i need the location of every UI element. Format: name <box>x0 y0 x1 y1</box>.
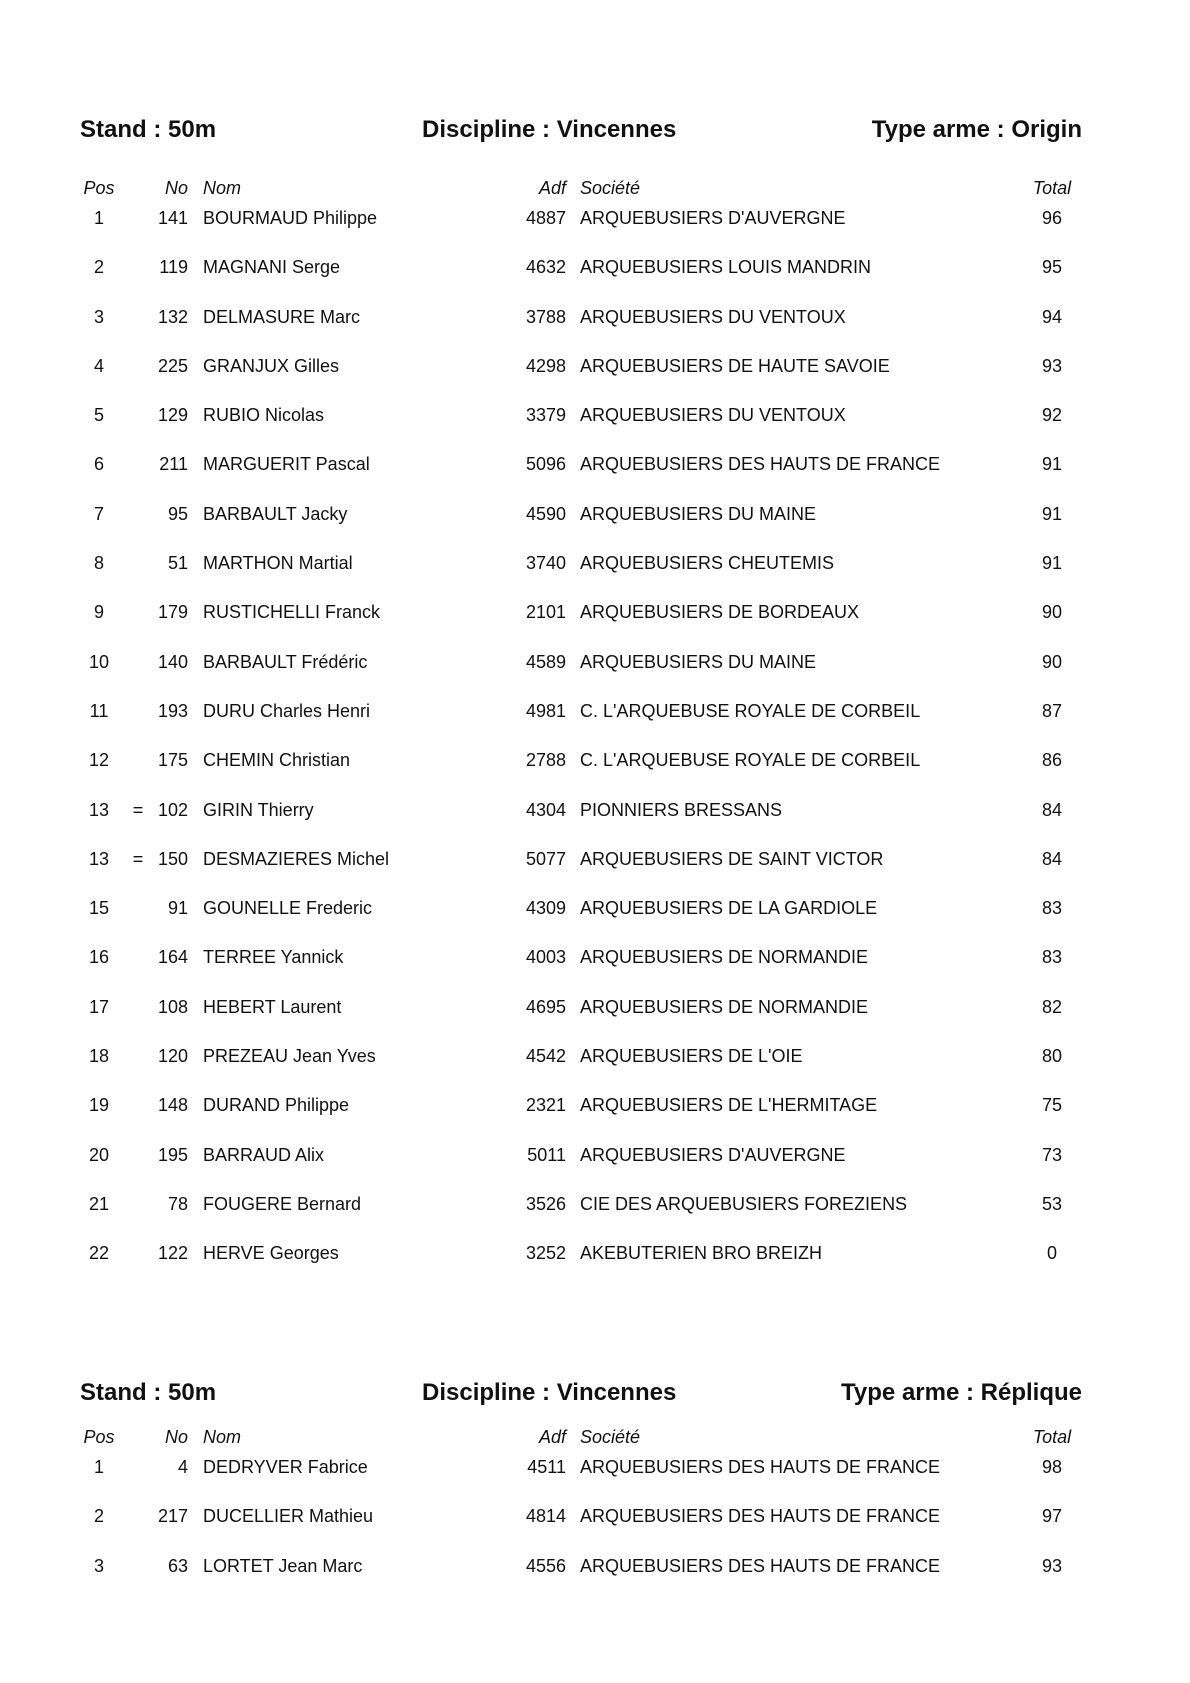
row-total: 93 <box>1041 1555 1063 1576</box>
column-header-pos: Pos <box>83 178 115 198</box>
row-name: FOUGERE Bernard <box>203 1193 362 1214</box>
row-pos: 11 <box>89 700 109 721</box>
row-name: GOUNELLE Frederic <box>203 898 373 919</box>
row-adf: 4632 <box>525 257 566 278</box>
row-number: 108 <box>157 996 188 1017</box>
row-societe: ARQUEBUSIERS CHEUTEMIS <box>580 553 835 574</box>
column-header-adf: Adf <box>538 1427 566 1447</box>
stand-title: Stand : 50m <box>80 1379 217 1406</box>
table-row <box>0 1242 1190 1291</box>
row-total: 73 <box>1041 1144 1063 1165</box>
column-header-societe: Société <box>580 1427 641 1447</box>
table-row <box>0 996 1190 1045</box>
row-societe: ARQUEBUSIERS DE HAUTE SAVOIE <box>580 355 890 376</box>
stand-title: Stand : 50m <box>80 116 217 143</box>
row-number: 102 <box>157 799 188 820</box>
row-pos: 1 <box>93 1457 104 1477</box>
row-adf: 4589 <box>525 651 566 672</box>
row-pos: 9 <box>93 602 104 623</box>
weapon-type-title: Type arme : Réplique <box>841 1379 1082 1406</box>
row-total: 93 <box>1041 355 1063 376</box>
row-name: MAGNANI Serge <box>203 257 341 278</box>
row-pos: 12 <box>88 750 110 771</box>
row-name: BARRAUD Alix <box>203 1144 325 1165</box>
row-number: 91 <box>167 898 188 919</box>
row-name: BOURMAUD Philippe <box>203 208 378 228</box>
row-total: 94 <box>1041 306 1063 327</box>
row-number: 122 <box>157 1243 188 1264</box>
table-row <box>0 503 1190 552</box>
row-adf: 4309 <box>525 898 566 919</box>
row-number: 193 <box>157 700 188 721</box>
row-number: 164 <box>157 947 188 968</box>
table-row <box>0 1045 1190 1094</box>
table-row <box>0 355 1190 404</box>
row-pos: 8 <box>93 553 104 574</box>
row-name: RUSTICHELLI Franck <box>203 602 381 623</box>
results-section-origin <box>0 115 1190 1292</box>
row-adf: 5011 <box>527 1144 566 1165</box>
row-pos: 3 <box>93 306 104 327</box>
row-number: 95 <box>167 503 188 524</box>
row-name: RUBIO Nicolas <box>203 405 325 426</box>
row-name: GRANJUX Gilles <box>203 355 340 376</box>
row-total: 91 <box>1041 454 1063 475</box>
weapon-type-title: Type arme : Origin <box>871 116 1082 143</box>
table-row <box>0 552 1190 601</box>
row-number: 175 <box>157 750 188 771</box>
row-adf: 4814 <box>525 1506 566 1527</box>
row-adf: 3740 <box>525 553 566 574</box>
row-adf: 5096 <box>525 454 566 475</box>
row-tie-marker: = <box>132 848 144 869</box>
column-header-no: No <box>164 1427 188 1447</box>
table-row <box>0 1193 1190 1242</box>
row-name: HERVE Georges <box>203 1243 339 1264</box>
row-societe: PIONNIERS BRESSANS <box>580 799 783 820</box>
row-number: 119 <box>159 257 188 278</box>
table-row <box>0 1456 1190 1505</box>
row-tie-marker: = <box>132 799 144 820</box>
table-row <box>0 404 1190 453</box>
discipline-title: Discipline : Vincennes <box>422 1379 677 1406</box>
row-number: 211 <box>159 454 188 475</box>
column-header-nom: Nom <box>203 1427 242 1447</box>
column-header-total: Total <box>1032 1427 1072 1447</box>
row-pos: 2 <box>93 257 104 278</box>
row-number: 78 <box>167 1193 188 1214</box>
row-total: 75 <box>1041 1095 1063 1116</box>
row-total: 91 <box>1041 553 1063 574</box>
row-name: DURAND Philippe <box>203 1095 350 1116</box>
row-pos: 4 <box>93 355 104 376</box>
row-pos: 20 <box>88 1144 110 1165</box>
row-societe: ARQUEBUSIERS DU VENTOUX <box>580 306 846 327</box>
row-name: MARTHON Martial <box>203 553 353 574</box>
row-number: 141 <box>157 208 188 228</box>
row-societe: C. L'ARQUEBUSE ROYALE DE CORBEIL <box>580 750 921 771</box>
row-societe: AKEBUTERIEN BRO BREIZH <box>580 1243 823 1264</box>
column-header-row <box>0 1426 1190 1456</box>
row-number: 148 <box>157 1095 188 1116</box>
row-number: 217 <box>157 1506 188 1527</box>
row-adf: 3788 <box>525 306 566 327</box>
row-total: 84 <box>1041 799 1063 820</box>
row-societe: ARQUEBUSIERS DU MAINE <box>580 503 817 524</box>
table-row <box>0 946 1190 995</box>
row-pos: 13 <box>88 848 110 869</box>
row-adf: 3252 <box>525 1243 566 1264</box>
table-row <box>0 1505 1190 1554</box>
row-number: 179 <box>157 602 188 623</box>
row-number: 195 <box>157 1144 188 1165</box>
row-total: 83 <box>1041 947 1063 968</box>
row-adf: 2321 <box>525 1095 566 1116</box>
row-total: 91 <box>1041 503 1063 524</box>
row-societe: ARQUEBUSIERS LOUIS MANDRIN <box>580 257 872 278</box>
table-row <box>0 1555 1190 1604</box>
section-header <box>0 1378 1190 1418</box>
row-name: MARGUERIT Pascal <box>203 454 370 475</box>
row-pos: 21 <box>88 1193 110 1214</box>
row-name: PREZEAU Jean Yves <box>203 1046 376 1067</box>
row-name: LORTET Jean Marc <box>203 1555 363 1576</box>
results-section-replique <box>0 1378 1190 1604</box>
row-name: DURU Charles Henri <box>203 700 371 721</box>
row-societe: ARQUEBUSIERS DES HAUTS DE FRANCE <box>580 1506 941 1527</box>
row-societe: ARQUEBUSIERS DU MAINE <box>580 651 817 672</box>
row-total: 98 <box>1041 1457 1063 1477</box>
row-pos: 2 <box>93 1506 104 1527</box>
row-adf: 2788 <box>525 750 566 771</box>
row-adf: 4695 <box>525 996 566 1017</box>
row-total: 95 <box>1041 257 1063 278</box>
row-societe: ARQUEBUSIERS DE NORMANDIE <box>580 947 869 968</box>
column-header-no: No <box>164 178 188 198</box>
row-pos: 1 <box>93 208 104 228</box>
table-row <box>0 799 1190 848</box>
row-total: 96 <box>1041 208 1063 228</box>
row-number: 140 <box>157 651 188 672</box>
table-row <box>0 256 1190 305</box>
column-header-nom: Nom <box>203 178 242 198</box>
row-adf: 4003 <box>525 947 566 968</box>
table-row <box>0 848 1190 897</box>
row-adf: 4298 <box>525 355 566 376</box>
table-row <box>0 897 1190 946</box>
row-total: 0 <box>1046 1243 1057 1264</box>
table-row <box>0 700 1190 749</box>
row-adf: 4511 <box>527 1457 566 1477</box>
section-header <box>0 115 1190 155</box>
row-number: 51 <box>167 553 188 574</box>
row-name: GIRIN Thierry <box>203 799 314 820</box>
row-adf: 4590 <box>525 503 566 524</box>
row-societe: ARQUEBUSIERS DES HAUTS DE FRANCE <box>580 1555 941 1576</box>
row-pos: 6 <box>93 454 104 475</box>
row-adf: 2101 <box>525 602 566 623</box>
row-societe: ARQUEBUSIERS DE NORMANDIE <box>580 996 869 1017</box>
row-adf: 4556 <box>525 1555 566 1576</box>
row-number: 132 <box>157 306 188 327</box>
row-number: 4 <box>177 1457 188 1477</box>
row-name: HEBERT Laurent <box>203 996 342 1017</box>
row-adf: 5077 <box>525 848 566 869</box>
results-table <box>0 1456 1190 1604</box>
table-row <box>0 1144 1190 1193</box>
row-total: 86 <box>1041 750 1063 771</box>
row-pos: 10 <box>88 651 110 672</box>
row-societe: ARQUEBUSIERS DE L'HERMITAGE <box>580 1095 878 1116</box>
row-total: 90 <box>1041 651 1063 672</box>
row-societe: ARQUEBUSIERS D'AUVERGNE <box>580 208 846 228</box>
table-row <box>0 306 1190 355</box>
row-adf: 4542 <box>525 1046 566 1067</box>
row-societe: CIE DES ARQUEBUSIERS FOREZIENS <box>580 1193 908 1214</box>
row-societe: ARQUEBUSIERS DES HAUTS DE FRANCE <box>580 1457 941 1477</box>
row-adf: 3526 <box>525 1193 566 1214</box>
row-societe: ARQUEBUSIERS D'AUVERGNE <box>580 1144 846 1165</box>
row-name: BARBAULT Jacky <box>203 503 348 524</box>
row-name: DEDRYVER Fabrice <box>203 1457 368 1477</box>
row-pos: 22 <box>88 1243 110 1264</box>
table-row <box>0 207 1190 256</box>
row-total: 84 <box>1041 848 1063 869</box>
row-total: 82 <box>1041 996 1063 1017</box>
results-table <box>0 207 1190 1292</box>
row-number: 120 <box>157 1046 188 1067</box>
row-adf: 3379 <box>525 405 566 426</box>
row-pos: 3 <box>93 1555 104 1576</box>
row-name: CHEMIN Christian <box>203 750 351 771</box>
column-header-adf: Adf <box>538 178 566 198</box>
row-pos: 7 <box>93 503 104 524</box>
row-number: 225 <box>157 355 188 376</box>
column-header-total: Total <box>1032 178 1072 198</box>
discipline-title: Discipline : Vincennes <box>422 116 677 143</box>
row-adf: 4981 <box>525 700 566 721</box>
row-name: TERREE Yannick <box>203 947 344 968</box>
row-societe: ARQUEBUSIERS DE SAINT VICTOR <box>580 848 884 869</box>
row-total: 90 <box>1041 602 1063 623</box>
row-name: BARBAULT Frédéric <box>203 651 368 672</box>
row-name: DELMASURE Marc <box>203 306 361 327</box>
row-societe: ARQUEBUSIERS DE L'OIE <box>580 1046 803 1067</box>
row-name: DUCELLIER Mathieu <box>203 1506 374 1527</box>
row-total: 80 <box>1041 1046 1063 1067</box>
row-pos: 5 <box>93 405 104 426</box>
row-pos: 13 <box>88 799 110 820</box>
column-header-row <box>0 177 1190 207</box>
row-total: 83 <box>1041 898 1063 919</box>
table-row <box>0 453 1190 502</box>
row-pos: 19 <box>88 1095 110 1116</box>
row-pos: 15 <box>88 898 110 919</box>
row-total: 92 <box>1041 405 1063 426</box>
row-name: DESMAZIERES Michel <box>203 848 390 869</box>
row-pos: 16 <box>88 947 110 968</box>
row-adf: 4887 <box>525 208 566 228</box>
column-header-societe: Société <box>580 178 641 198</box>
table-row <box>0 651 1190 700</box>
row-total: 87 <box>1041 700 1063 721</box>
table-row <box>0 601 1190 650</box>
row-societe: ARQUEBUSIERS DES HAUTS DE FRANCE <box>580 454 941 475</box>
row-societe: ARQUEBUSIERS DE LA GARDIOLE <box>580 898 878 919</box>
row-pos: 18 <box>88 1046 110 1067</box>
row-pos: 17 <box>88 996 110 1017</box>
column-header-pos: Pos <box>83 1427 115 1447</box>
row-total: 53 <box>1041 1193 1063 1214</box>
row-number: 150 <box>157 848 188 869</box>
table-row <box>0 749 1190 798</box>
row-total: 97 <box>1041 1506 1063 1527</box>
row-societe: C. L'ARQUEBUSE ROYALE DE CORBEIL <box>580 700 921 721</box>
row-adf: 4304 <box>525 799 566 820</box>
table-row <box>0 1094 1190 1143</box>
row-number: 129 <box>157 405 188 426</box>
row-societe: ARQUEBUSIERS DE BORDEAUX <box>580 602 860 623</box>
row-number: 63 <box>167 1555 188 1576</box>
row-societe: ARQUEBUSIERS DU VENTOUX <box>580 405 846 426</box>
